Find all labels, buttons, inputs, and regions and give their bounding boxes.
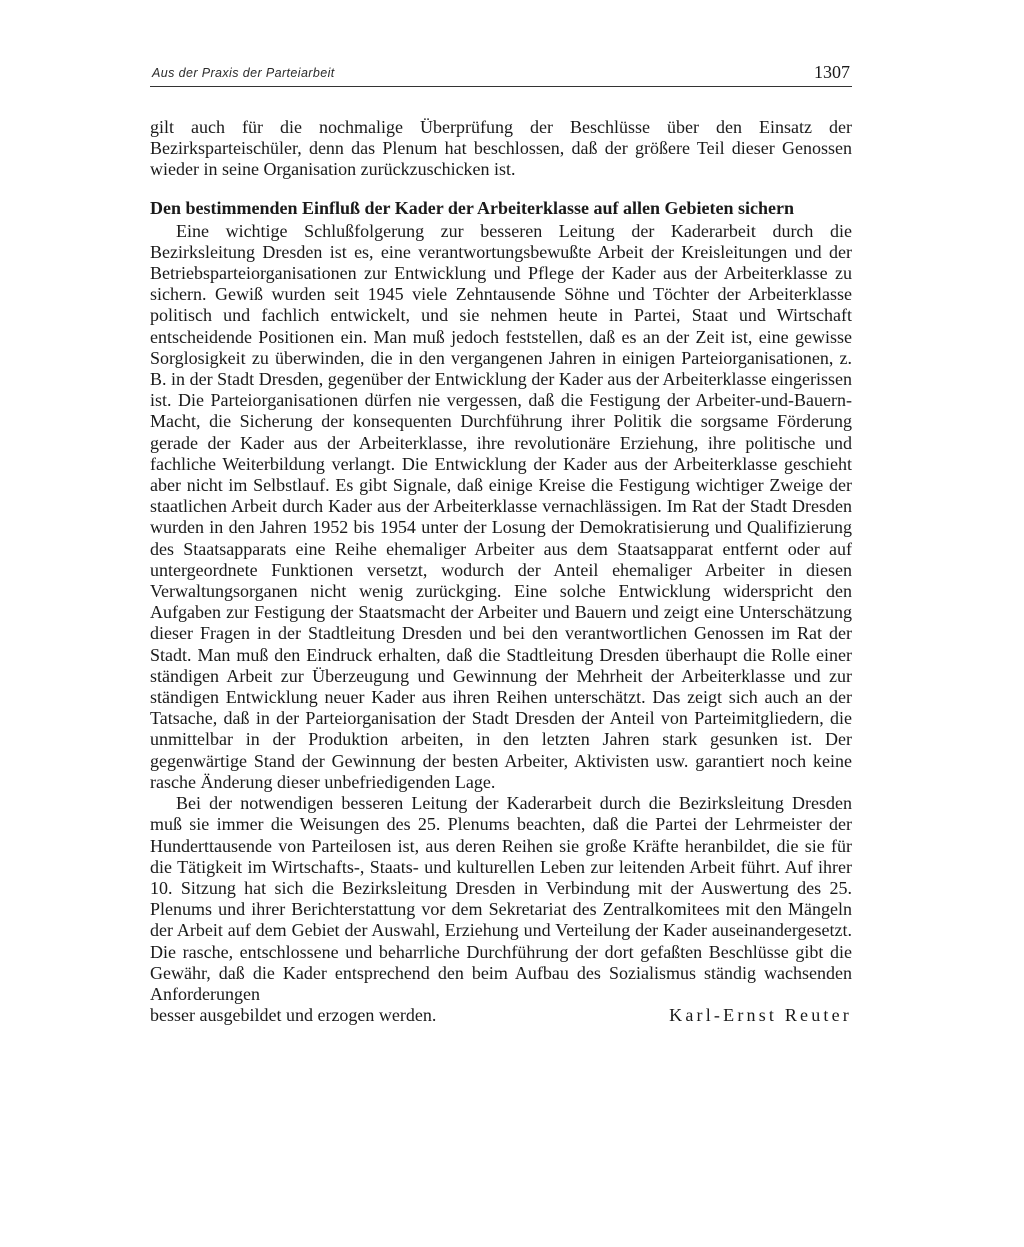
running-header	[150, 60, 852, 87]
running-title: Aus der Praxis der Parteiarbeit	[152, 66, 335, 80]
author-signature: Karl-Ernst Reuter	[669, 1005, 852, 1026]
page-number: 1307	[814, 62, 850, 82]
intro-paragraph: gilt auch für die nochmalige Überprüfung der Beschlüsse über den Einsatz der Bezirksparteischüler, denn das Plenum hat beschlossen, daß der größere Teil dieser Genossen wieder in seine Organisation zurückzuschicken ist.	[150, 117, 852, 180]
closing-line	[150, 1005, 852, 1026]
paragraph-2: Bei der notwendigen besseren Leitung der Kaderarbeit durch die Bezirksleitung Dresden muß sie immer die Weisungen des 25. Plenums beachten, daß die Partei der Lehrmeister der Hunderttausende von Parteilosen ist, aus deren Reihen sie große Kräfte heranbildet, die sie für die Tätigkeit im Wirtschafts-, Staats- und kulturellen Leben zur leitenden Arbeit führt. Auf ihrer 10. Sitzung hat sich die Bezirksleitung Dresden in Verbindung mit der Auswertung des 25. Plenums und ihrer Berichterstattung vor dem Sekretariat des Zentralkomitees mit den Mängeln der Arbeit auf dem Gebiet der Auswahl, Erziehung und Verteilung der Kader auseinandergesetzt. Die rasche, entschlossene und beharrliche Durchführung der dort gefaßten Beschlüsse gibt die Gewähr, daß die Kader entsprechend den beim Aufbau des Sozialismus ständig wachsenden Anforderungen	[150, 793, 852, 1004]
section-heading: Den bestimmenden Einfluß der Kader der Arbeiterklasse auf allen Gebieten sichern	[150, 197, 794, 218]
document-body	[150, 117, 852, 1026]
document-page	[150, 60, 852, 1026]
final-sentence: besser ausgebildet und erzogen werden.	[150, 1005, 437, 1026]
paragraph-1: Eine wichtige Schlußfolgerung zur besseren Leitung der Kaderarbeit durch die Bezirksleitung Dresden ist es, eine verantwortungsbewußte Arbeit der Kreisleitungen und der Betriebsparteiorganisationen zur Entwicklung und Pflege der Kader aus der Arbeiterklasse zu sichern. Gewiß wurden seit 1945 viele Zehntausende Söhne und Töchter der Arbeiterklasse politisch und fachlich entwickelt, und sie nehmen heute in Partei, Staat und Wirtschaft entscheidende Positionen ein. Man muß jedoch feststellen, daß es an der Zeit ist, eine gewisse Sorglosigkeit zu überwinden, die in den vergangenen Jahren in einigen Parteiorganisationen, z. B. in der Stadt Dresden, gegenüber der Entwicklung der Kader aus der Arbeiterklasse eingerissen ist. Die Parteiorganisationen dürfen nie vergessen, daß die Festigung der Arbeiter-und-Bauern-Macht, die Sicherung der konsequenten Durchführung ihrer Politik die sorgsame Förderung gerade der Kader aus der Arbeiterklasse, ihre revolutionäre Erziehung, ihre politische und fachliche Weiterbildung verlangt. Die Entwicklung der Kader aus der Arbeiterklasse geschieht aber nicht im Selbstlauf. Es gibt Signale, daß einige Kreise die Festigung wichtiger Zweige der staatlichen Arbeit durch Kader aus der Arbeiterklasse vernachlässigen. Im Rat der Stadt Dresden wurden in den Jahren 1952 bis 1954 unter der Losung der Demokratisierung und Qualifizierung des Staatsapparats eine Reihe ehemaliger Arbeiter aus dem Staatsapparat entfernt oder auf untergeordnete Funktionen versetzt, wodurch der Anteil ehemaliger Arbeiter in diesen Verwaltungsorganen nicht wenig zurückging. Eine solche Entwicklung widerspricht den Aufgaben zur Festigung der Staatsmacht der Arbeiter und Bauern und zeigt eine Unterschätzung dieser Fragen in der Stadtleitung Dresden und bei den verantwortlichen Genossen im Rat der Stadt. Man muß den Eindruck erhalten, daß die Stadtleitung Dresden überhaupt die Rolle einer ständigen Arbeit zur Überzeugung und Gewinnung der Mehrheit der Arbeiterklasse und zur ständigen Entwicklung neuer Kader aus ihren Reihen unterschätzt. Das zeigt sich auch an der Tatsache, daß in der Parteiorganisation der Stadt Dresden der Anteil von Parteimitgliedern, die unmittelbar in der Produktion arbeiten, in den letzten Jahren stark gesunken ist. Der gegenwärtige Stand der Gewinnung der besten Arbeiter, Aktivisten usw. garantiert noch keine rasche Änderung dieser unbefriedigenden Lage.	[150, 220, 852, 792]
